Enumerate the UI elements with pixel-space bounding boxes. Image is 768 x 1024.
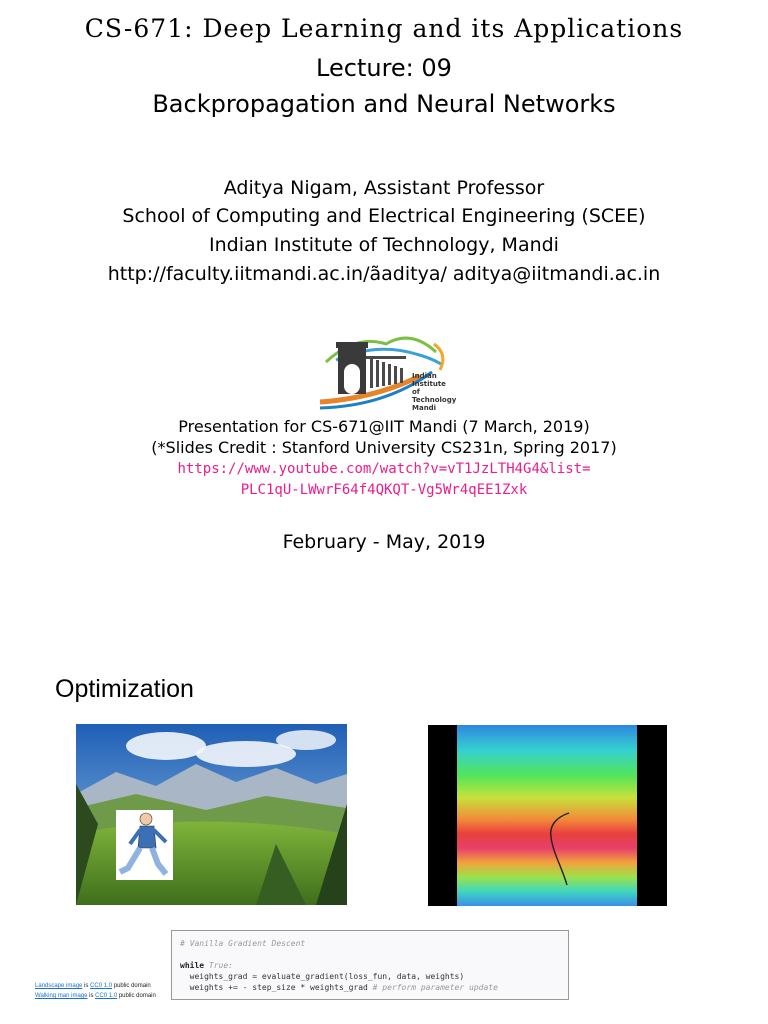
lecture-number: Lecture: 09: [316, 54, 452, 82]
lecture-topic: Backpropagation and Neural Networks: [152, 90, 616, 118]
logo-text: [412, 372, 457, 412]
credit-link[interactable]: Landscape image: [35, 983, 83, 989]
credit-text: public domain: [117, 993, 156, 999]
code-snippet: [171, 930, 569, 1000]
code-update-comment: # perform parameter update: [367, 983, 498, 992]
walking-man-image: [116, 810, 173, 880]
credit-text: is: [87, 993, 96, 999]
code-condition: True:: [204, 961, 233, 970]
institute-name: Indian Institute of Technology, Mandi: [209, 234, 559, 256]
youtube-link-line2[interactable]: PLC1qU-LWwrF64f4QKQT-Vg5Wr4qEE1Zxk: [240, 482, 528, 498]
logo-text-line: Mandi: [412, 404, 437, 412]
iit-mandi-logo: [316, 324, 457, 414]
loss-heatmap: [457, 725, 637, 906]
code-line-while: [180, 961, 233, 970]
contact-line: http://faculty.iitmandi.ac.in/ãaditya/ aditya@iitmandi.ac.in: [107, 263, 661, 285]
slide-title: Optimization: [55, 675, 194, 703]
course-title: CS-671: Deep Learning and its Applications: [84, 14, 684, 43]
credit-text: is: [82, 983, 91, 989]
license-link[interactable]: CC0 1.0: [95, 993, 118, 999]
code-line-update: [180, 983, 498, 992]
school-name: School of Computing and Electrical Engineering (SCEE): [122, 205, 646, 227]
author-name: Aditya Nigam, Assistant Professor: [223, 177, 545, 199]
credit-line: (*Slides Credit : Stanford University CS231n, Spring 2017): [151, 438, 617, 457]
logo-text-line: Institute of: [412, 380, 446, 396]
license-link[interactable]: CC0 1.0: [90, 983, 113, 989]
logo-text-line: Technology: [412, 396, 457, 404]
code-keyword: while: [180, 961, 205, 970]
youtube-link-line1[interactable]: https://www.youtube.com/watch?v=vT1JzLTH4G4&list=: [177, 461, 591, 477]
image-credit: [35, 983, 151, 989]
code-line-grad: weights_grad = evaluate_gradient(loss_fun, data, weights): [180, 972, 465, 981]
presentation-line: Presentation for CS-671@IIT Mandi (7 March, 2019): [178, 417, 590, 436]
image-credit: [35, 993, 156, 999]
loss-landscape-image: [428, 725, 667, 906]
code-update: weights += - step_size * weights_grad: [180, 983, 368, 992]
landscape-image: [76, 724, 347, 905]
date-range: February - May, 2019: [282, 531, 486, 553]
credit-link[interactable]: Walking man image: [35, 993, 88, 999]
code-comment: # Vanilla Gradient Descent: [180, 939, 306, 948]
logo-text-line: Indian: [412, 372, 437, 380]
credit-text: public domain: [112, 983, 151, 989]
